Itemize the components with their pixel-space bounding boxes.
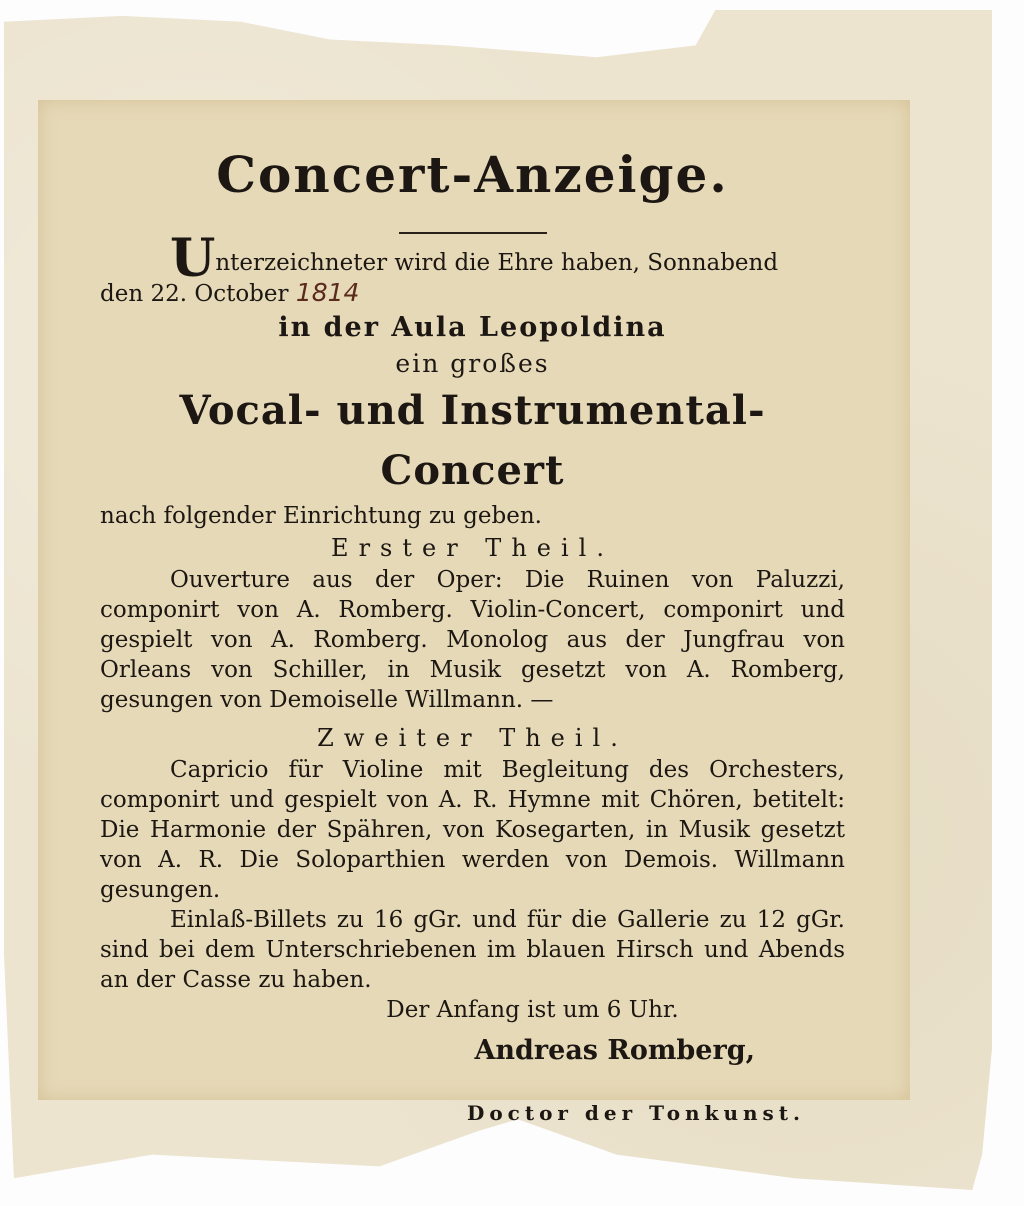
- handwritten-year: 1814: [295, 278, 360, 307]
- intro-line-1: [100, 228, 845, 289]
- start-time: Der Anfang ist um 6 Uhr.: [386, 997, 679, 1023]
- part1-heading: Erster Theil.: [331, 534, 614, 562]
- arrangement-line: nach folgender Einrichtung zu geben.: [100, 503, 542, 529]
- part2-heading: Zweiter Theil.: [317, 724, 628, 752]
- document-title: Concert-Anzeige.: [216, 145, 729, 204]
- main-heading: Vocal- und Instrumental-Concert: [179, 387, 766, 494]
- subheading: ein großes: [395, 349, 550, 378]
- title-divider: [399, 232, 547, 234]
- part2-text: Capricio für Violine mit Begleitung des Orchesters, componirt und gespielt von A. R. Hymne mit Chören, betitelt: Die Harmonie der Spähren, von Kosegarten, in Musik gesetzt von A. R. Die Soloparthien werden von Demois. Willmann gesungen.: [100, 757, 845, 903]
- signature-name: Andreas Romberg,: [474, 1035, 755, 1066]
- intro-text: nterzeichneter wird die Ehre haben, Sonnabend: [215, 250, 779, 276]
- signature-title: Doctor der Tonkunst.: [466, 1101, 805, 1125]
- concert-announcement: [100, 130, 845, 1148]
- intro-line-2: [100, 278, 845, 309]
- dropcap-letter: U: [170, 228, 216, 289]
- ticket-info: Einlaß-Billets zu 16 gGr. und für die Gallerie zu 12 gGr. sind bei dem Unterschriebenen im blauen Hirsch und Abends an der Casse zu haben.: [100, 907, 845, 993]
- part1-text: Ouverture aus der Oper: Die Ruinen von Paluzzi, componirt von A. Romberg. Violin-Concert, componirt und gespielt von A. Romberg. Monolog aus der Jungfrau von Orleans von Schiller, in Musik gesetzt von A. Romberg, gesungen von Demoiselle Willmann. —: [100, 567, 845, 713]
- venue: in der Aula Leopoldina: [278, 312, 667, 343]
- date-printed: den 22. October: [100, 281, 289, 307]
